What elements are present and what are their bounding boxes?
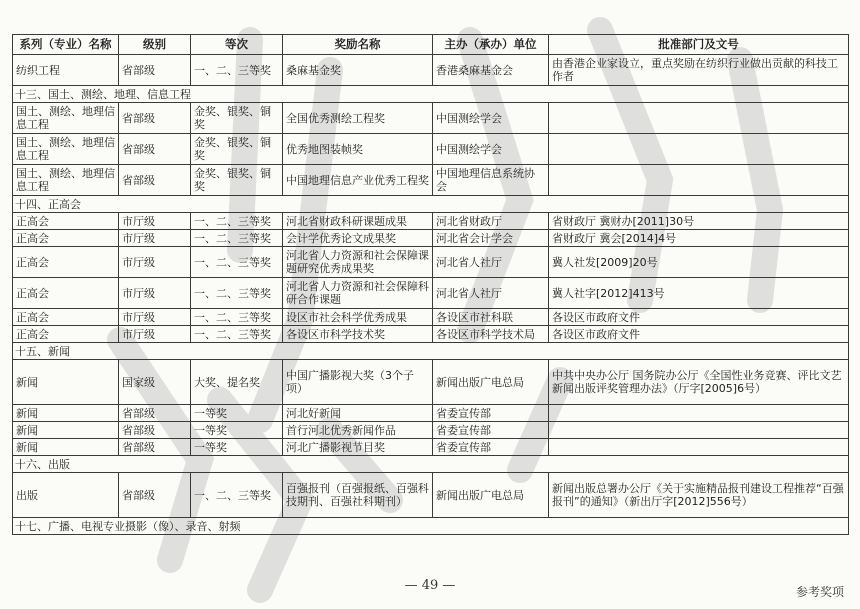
cell-category: 纺织工程	[13, 55, 119, 86]
award-table-sheet	[12, 34, 848, 535]
header-approval: 批准部门及文号	[549, 35, 849, 55]
cell-grade: 一、二、三等奖	[191, 309, 283, 326]
table-row	[13, 326, 849, 343]
cell-organizer: 河北省人社厅	[433, 247, 549, 278]
header-organizer: 主办（承办）单位	[433, 35, 549, 55]
cell-level: 市厅级	[119, 278, 191, 309]
section-title: 十三、国土、测绘、地理、信息工程	[13, 86, 849, 103]
section-title: 十五、新闻	[13, 343, 849, 360]
section-title: 十六、出版	[13, 456, 849, 473]
table-row	[13, 473, 849, 518]
cell-organizer: 省委宣传部	[433, 439, 549, 456]
header-category: 系列（专业）名称	[13, 35, 119, 55]
cell-approval: 各设区市政府文件	[549, 309, 849, 326]
table-row	[13, 247, 849, 278]
cell-grade: 一、二、三等奖	[191, 213, 283, 230]
section-row	[13, 196, 849, 213]
table-header-row	[13, 35, 849, 55]
cell-approval	[549, 165, 849, 196]
cell-award-name: 中国广播影视大奖（3个子项）	[283, 360, 433, 405]
table-row	[13, 213, 849, 230]
cell-level: 省部级	[119, 103, 191, 134]
cell-award-name: 河北好新闻	[283, 405, 433, 422]
cell-level: 省部级	[119, 55, 191, 86]
cell-grade: 金奖、银奖、铜奖	[191, 134, 283, 165]
cell-organizer: 河北省财政厅	[433, 213, 549, 230]
cell-organizer: 河北省会计学会	[433, 230, 549, 247]
cell-grade: 金奖、银奖、铜奖	[191, 103, 283, 134]
footer-label: 参考奖项	[795, 585, 844, 599]
table-row	[13, 103, 849, 134]
cell-level: 省部级	[119, 165, 191, 196]
table-row	[13, 165, 849, 196]
cell-level: 省部级	[119, 422, 191, 439]
cell-category: 国土、测绘、地理信息工程	[13, 134, 119, 165]
cell-category: 正高会	[13, 278, 119, 309]
header-award-name: 奖励名称	[283, 35, 433, 55]
table-row	[13, 278, 849, 309]
cell-approval: 由香港企业家设立，重点奖励在纺织行业做出贡献的科技工作者	[549, 55, 849, 86]
cell-approval	[549, 439, 849, 456]
cell-award-name: 优秀地图装帧奖	[283, 134, 433, 165]
section-row	[13, 456, 849, 473]
cell-approval: 各设区市政府文件	[549, 326, 849, 343]
table-row	[13, 439, 849, 456]
cell-approval	[549, 422, 849, 439]
cell-award-name: 河北省财政科研课题成果	[283, 213, 433, 230]
cell-category: 正高会	[13, 247, 119, 278]
header-grade: 等次	[191, 35, 283, 55]
cell-level: 国家级	[119, 360, 191, 405]
cell-level: 市厅级	[119, 213, 191, 230]
cell-organizer: 新闻出版广电总局	[433, 360, 549, 405]
cell-award-name: 中国地理信息产业优秀工程奖	[283, 165, 433, 196]
cell-award-name: 河北省人力资源和社会保障科研合作课题	[283, 278, 433, 309]
cell-approval: 中共中央办公厅 国务院办公厅《全国性业务竞赛、评比文艺新闻出版评奖管理办法》（厅字[2005]6号）	[549, 360, 849, 405]
cell-grade: 一、二、三等奖	[191, 230, 283, 247]
cell-organizer: 各设区市社科联	[433, 309, 549, 326]
cell-award-name: 河北省人力资源和社会保障课题研究优秀成果奖	[283, 247, 433, 278]
table-row	[13, 230, 849, 247]
cell-category: 正高会	[13, 326, 119, 343]
cell-category: 正高会	[13, 230, 119, 247]
cell-level: 省部级	[119, 405, 191, 422]
cell-category: 新闻	[13, 360, 119, 405]
table-row	[13, 422, 849, 439]
cell-level: 市厅级	[119, 230, 191, 247]
cell-award-name: 全国优秀测绘工程奖	[283, 103, 433, 134]
cell-grade: 一等奖	[191, 439, 283, 456]
cell-organizer: 河北省人社厅	[433, 278, 549, 309]
page-number: — 49 —	[404, 578, 456, 593]
cell-approval	[549, 134, 849, 165]
cell-level: 市厅级	[119, 309, 191, 326]
cell-category: 新闻	[13, 422, 119, 439]
section-title: 十四、正高会	[13, 196, 849, 213]
section-row	[13, 86, 849, 103]
cell-organizer: 省委宣传部	[433, 405, 549, 422]
table-row	[13, 134, 849, 165]
cell-approval: 省财政厅 冀财办[2011]30号	[549, 213, 849, 230]
cell-category: 国土、测绘、地理信息工程	[13, 103, 119, 134]
cell-level: 省部级	[119, 473, 191, 518]
cell-award-name: 各设区市科学技术奖	[283, 326, 433, 343]
cell-award-name: 桑麻基金奖	[283, 55, 433, 86]
cell-level: 市厅级	[119, 247, 191, 278]
section-title: 十七、广播、电视专业摄影（像）、录音、射频	[13, 518, 849, 535]
cell-category: 出版	[13, 473, 119, 518]
cell-organizer: 中国测绘学会	[433, 134, 549, 165]
cell-approval	[549, 405, 849, 422]
cell-award-name: 首行河北优秀新闻作品	[283, 422, 433, 439]
cell-organizer: 中国地理信息系统协会	[433, 165, 549, 196]
cell-level: 市厅级	[119, 326, 191, 343]
cell-approval: 省财政厅 冀会[2014]4号	[549, 230, 849, 247]
cell-grade: 一、二、三等奖	[191, 55, 283, 86]
cell-award-name: 设区市社会科学优秀成果	[283, 309, 433, 326]
table-row	[13, 309, 849, 326]
cell-grade: 一、二、三等奖	[191, 247, 283, 278]
cell-approval: 新闻出版总署办公厅《关于实施精品报刊建设工程推荐“百强报刊”的通知》（新出厅字[2012]556号）	[549, 473, 849, 518]
cell-organizer: 中国测绘学会	[433, 103, 549, 134]
cell-level: 省部级	[119, 134, 191, 165]
cell-category: 正高会	[13, 213, 119, 230]
cell-category: 新闻	[13, 439, 119, 456]
cell-grade: 大奖、提名奖	[191, 360, 283, 405]
cell-category: 正高会	[13, 309, 119, 326]
cell-approval	[549, 103, 849, 134]
award-table	[12, 34, 849, 535]
cell-grade: 一等奖	[191, 405, 283, 422]
table-row	[13, 55, 849, 86]
cell-organizer: 新闻出版广电总局	[433, 473, 549, 518]
cell-grade: 一、二、三等奖	[191, 473, 283, 518]
section-row	[13, 518, 849, 535]
table-row	[13, 405, 849, 422]
cell-organizer: 省委宣传部	[433, 422, 549, 439]
section-row	[13, 343, 849, 360]
header-level: 级别	[119, 35, 191, 55]
cell-award-name: 河北广播影视节目奖	[283, 439, 433, 456]
cell-organizer: 各设区市科学技术局	[433, 326, 549, 343]
cell-organizer: 香港桑麻基金会	[433, 55, 549, 86]
cell-category: 国土、测绘、地理信息工程	[13, 165, 119, 196]
cell-approval: 冀人社发[2009]20号	[549, 247, 849, 278]
cell-level: 省部级	[119, 439, 191, 456]
cell-approval: 冀人社字[2012]413号	[549, 278, 849, 309]
table-row	[13, 360, 849, 405]
table-body	[13, 55, 849, 535]
cell-grade: 一、二、三等奖	[191, 326, 283, 343]
cell-grade: 一、二、三等奖	[191, 278, 283, 309]
cell-grade: 金奖、银奖、铜奖	[191, 165, 283, 196]
cell-award-name: 百强报刊（百强报纸、百强科技期刊、百强社科期刊）	[283, 473, 433, 518]
cell-award-name: 会计学优秀论文成果奖	[283, 230, 433, 247]
cell-category: 新闻	[13, 405, 119, 422]
cell-grade: 一等奖	[191, 422, 283, 439]
